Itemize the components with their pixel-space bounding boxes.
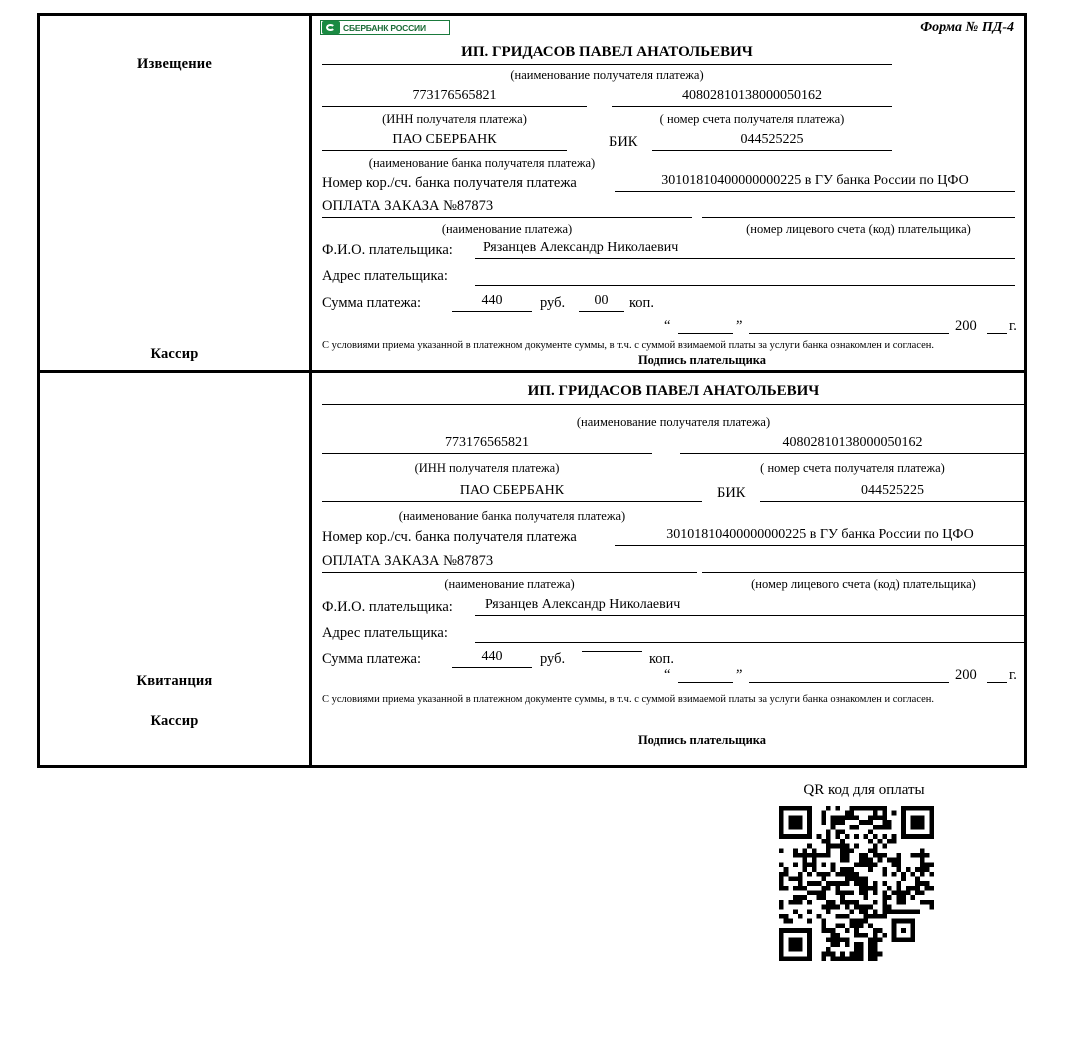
- account-value-top: 40802810138000050162: [612, 88, 892, 107]
- sberbank-logo-mark: [322, 21, 340, 34]
- rub-word-top: руб.: [540, 295, 566, 311]
- account-caption-bottom: ( номер счета получателя платежа): [760, 461, 945, 475]
- sberbank-logo-text: СБЕРБАНК РОССИИ: [343, 22, 426, 33]
- recipient-name-top: ИП. ГРИДАСОВ ПАВЕЛ АНАТОЛЬЕВИЧ: [322, 44, 892, 65]
- account-caption-top: ( номер счета получателя платежа): [659, 112, 845, 126]
- bank-name-caption-top: (наименование банка получателя платежа): [368, 156, 596, 170]
- personal-account-field-bottom: [702, 553, 1025, 573]
- recipient-name-caption-bottom: (наименование получателя платежа): [576, 415, 771, 429]
- date-quote-close-top: ”: [736, 318, 743, 334]
- inn-value-bottom: 773176565821: [322, 435, 652, 454]
- date-quote-open-top: “: [664, 318, 671, 334]
- corr-label-bottom: Номер кор./сч. банка получателя платежа: [322, 529, 577, 545]
- payer-label-bottom: Ф.И.О. плательщика:: [322, 599, 453, 615]
- kop-word-bottom: коп.: [649, 651, 674, 667]
- bik-label-top: БИК: [609, 134, 638, 150]
- receipt-label: Квитанция: [136, 673, 213, 689]
- sberbank-logo: [320, 20, 450, 35]
- notice-left-column: [40, 16, 312, 370]
- signature-label-top: Подпись плательщика: [637, 353, 767, 367]
- date-day-field-top: [678, 318, 733, 334]
- date-year-bottom: 200: [955, 667, 977, 683]
- sum-label-bottom: Сумма платежа:: [322, 651, 421, 667]
- date-year-field-top: [987, 318, 1007, 334]
- kop-word-top: коп.: [629, 295, 654, 311]
- notice-right-column: [312, 16, 1024, 370]
- corr-value-top: 30101810400000000225 в ГУ банка России по ЦФО: [615, 173, 1015, 192]
- sum-rub-bottom: 440: [452, 649, 532, 668]
- date-day-field-bottom: [678, 667, 733, 683]
- notice-label: Извещение: [137, 56, 212, 72]
- payer-value-bottom: Рязанцев Александр Николаевич: [475, 597, 1025, 616]
- receipt-section: [40, 373, 1024, 765]
- date-quote-open-bottom: “: [664, 667, 671, 683]
- address-value-top: [475, 266, 1015, 286]
- account-value-bottom: 40802810138000050162: [680, 435, 1025, 454]
- bank-name-bottom: ПАО СБЕРБАНК: [322, 483, 702, 502]
- date-month-field-top: [749, 318, 949, 334]
- receipt-right-column: [312, 373, 1024, 765]
- bank-name-top: ПАО СБЕРБАНК: [322, 132, 567, 151]
- inn-caption-bottom: (ИНН получателя платежа): [414, 461, 560, 475]
- date-quote-close-bottom: ”: [736, 667, 743, 683]
- inn-value-top: 773176565821: [322, 88, 587, 107]
- address-value-bottom: [475, 623, 1025, 643]
- qr-title: QR код для оплаты: [803, 782, 925, 798]
- corr-label-top: Номер кор./сч. банка получателя платежа: [322, 175, 577, 191]
- recipient-name-caption-top: (наименование получателя платежа): [510, 68, 704, 82]
- sum-label-top: Сумма платежа:: [322, 295, 421, 311]
- payer-value-top: Рязанцев Александр Николаевич: [475, 240, 1015, 259]
- date-year-top: 200: [955, 318, 977, 334]
- rub-word-bottom: руб.: [540, 651, 566, 667]
- purpose-top: ОПЛАТА ЗАКАЗА №87873: [322, 198, 692, 218]
- receipt-left-column: [40, 373, 312, 765]
- date-month-field-bottom: [749, 667, 949, 683]
- bik-value-top: 044525225: [652, 132, 892, 151]
- bik-label-bottom: БИК: [717, 485, 746, 501]
- qr-canvas: [779, 806, 934, 961]
- purpose-caption-top: (наименование платежа): [441, 222, 573, 236]
- bank-name-caption-bottom: (наименование банка получателя платежа): [398, 509, 626, 523]
- personal-account-caption-top: (номер лицевого счета (код) плательщика): [746, 222, 971, 236]
- sum-rub-top: 440: [452, 293, 532, 312]
- personal-account-caption-bottom: (номер лицевого счета (код) плательщика): [751, 577, 976, 591]
- form-number: Форма № ПД-4: [920, 20, 1014, 35]
- notice-section: [40, 16, 1024, 373]
- payment-form: [37, 13, 1027, 768]
- address-label-top: Адрес плательщика:: [322, 268, 448, 284]
- inn-caption-top: (ИНН получателя платежа): [382, 112, 527, 126]
- date-g-bottom: г.: [1009, 667, 1017, 683]
- sum-kop-top: 00: [579, 293, 624, 312]
- terms-text-bottom: С условиями приема указанной в платежном документе суммы, в т.ч. с суммой взимаемой платы за услуги банка ознакомлен и согласен.: [322, 694, 935, 705]
- terms-text-top: С условиями приема указанной в платежном документе суммы, в т.ч. с суммой взимаемой платы за услуги банка ознакомлен и согласен.: [322, 340, 935, 351]
- cashier-label-bottom: Кассир: [150, 713, 199, 729]
- cashier-label-top: Кассир: [150, 346, 199, 362]
- purpose-bottom: ОПЛАТА ЗАКАЗА №87873: [322, 553, 697, 573]
- address-label-bottom: Адрес плательщика:: [322, 625, 448, 641]
- personal-account-field-top: [702, 198, 1015, 218]
- corr-value-bottom: 30101810400000000225 в ГУ банка России по ЦФО: [615, 527, 1025, 546]
- payer-label-top: Ф.И.О. плательщика:: [322, 242, 453, 258]
- qr-code: [779, 806, 934, 961]
- recipient-name-bottom: ИП. ГРИДАСОВ ПАВЕЛ АНАТОЛЬЕВИЧ: [322, 383, 1025, 405]
- date-year-field-bottom: [987, 667, 1007, 683]
- bik-value-bottom: 044525225: [760, 483, 1025, 502]
- sum-kop-bottom: [582, 649, 642, 652]
- signature-label-bottom: Подпись плательщика: [637, 733, 767, 747]
- date-g-top: г.: [1009, 318, 1017, 334]
- purpose-caption-bottom: (наименование платежа): [444, 577, 575, 591]
